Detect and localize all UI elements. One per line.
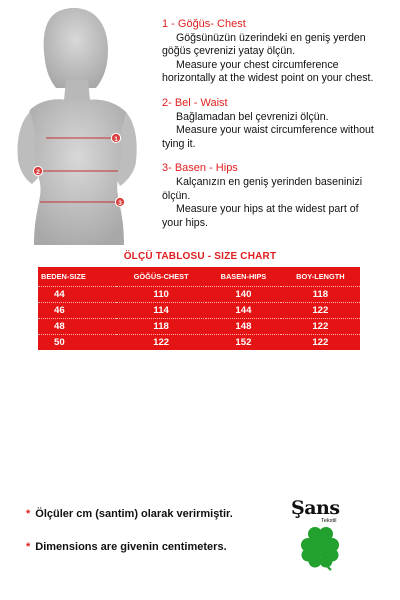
step-title: 3- Basen - Hips [162,162,238,175]
table-cell: 122 [116,335,206,351]
svg-text:3: 3 [118,200,122,207]
table-cell: 122 [281,303,360,319]
table-cell: 118 [281,287,360,303]
step-title: 1 - Göğüs- Chest [162,18,246,30]
size-chart-title: ÖLÇÜ TABLOSU - SIZE CHART [123,251,277,262]
body-measurement-figure [0,0,160,245]
table-cell: 122 [281,335,360,351]
asterisk-icon: * [26,508,31,520]
table-cell: 140 [206,287,281,303]
table-row [38,319,360,335]
note-text: Ölçüler cm (santim) olarak verirmiştir. [35,508,233,520]
clover-icon [299,525,343,571]
step-chest [162,18,398,86]
table-cell: 114 [116,303,206,319]
body-silhouette-icon [0,0,160,245]
step-text: göğüs çevrenizi yatay ölçün. [162,45,296,58]
step-text: Kalçanızın en geniş yerinden baseninizi [176,175,363,188]
table-cell: 50 [38,335,116,351]
step-text: Göğsünüzün üzerindeki en geniş yerden [176,31,366,44]
step-text: horizontally at the widest point on your chest. [162,72,374,85]
column-header: BEDEN-SIZE [41,272,86,281]
table-cell: 144 [206,303,281,319]
svg-text:1: 1 [114,136,118,143]
step-text: tying it. [162,137,196,150]
table-row [38,287,360,303]
table-cell: 118 [116,319,206,335]
size-chart-table [38,267,360,350]
step-text: Bağlamadan bel çevrenizi ölçün. [176,110,329,123]
step-hips [162,162,398,230]
table-cell: 44 [38,287,116,303]
step-title: 2- Bel - Waist [162,96,228,109]
column-header: GÖĞÜS-CHEST [133,272,189,281]
table-cell: 152 [206,335,281,351]
note-english [26,541,227,553]
note-text: Dimensions are givenin centimeters. [35,541,227,553]
measurement-instructions [162,18,398,241]
svg-text:2: 2 [36,169,40,176]
step-text: Measure your chest circumference [176,58,339,71]
column-header: BASEN-HIPS [220,272,267,281]
table-cell: 110 [116,287,206,303]
table-cell: 148 [206,319,281,335]
chest-marker [111,133,120,143]
hips-marker [115,197,124,207]
brand-logo [285,497,355,577]
table-cell: 122 [281,319,360,335]
note-turkish [26,508,233,520]
step-text: ölçün. [162,189,191,202]
step-text: Measure your waist circumference without [176,124,374,137]
step-text: your hips. [162,216,208,229]
column-header: BOY-LENGTH [296,272,345,281]
waist-marker [33,166,42,176]
step-waist [162,97,398,151]
table-cell: 48 [38,319,116,335]
asterisk-icon: * [26,541,31,553]
table-cell: 46 [38,303,116,319]
table-row [38,335,360,351]
table-row [38,303,360,319]
step-text: Measure your hips at the widest part of [176,203,359,216]
logo-subtitle: Tekstil [321,518,337,524]
table-header-row [38,267,360,287]
logo-name: Şans [291,497,340,519]
